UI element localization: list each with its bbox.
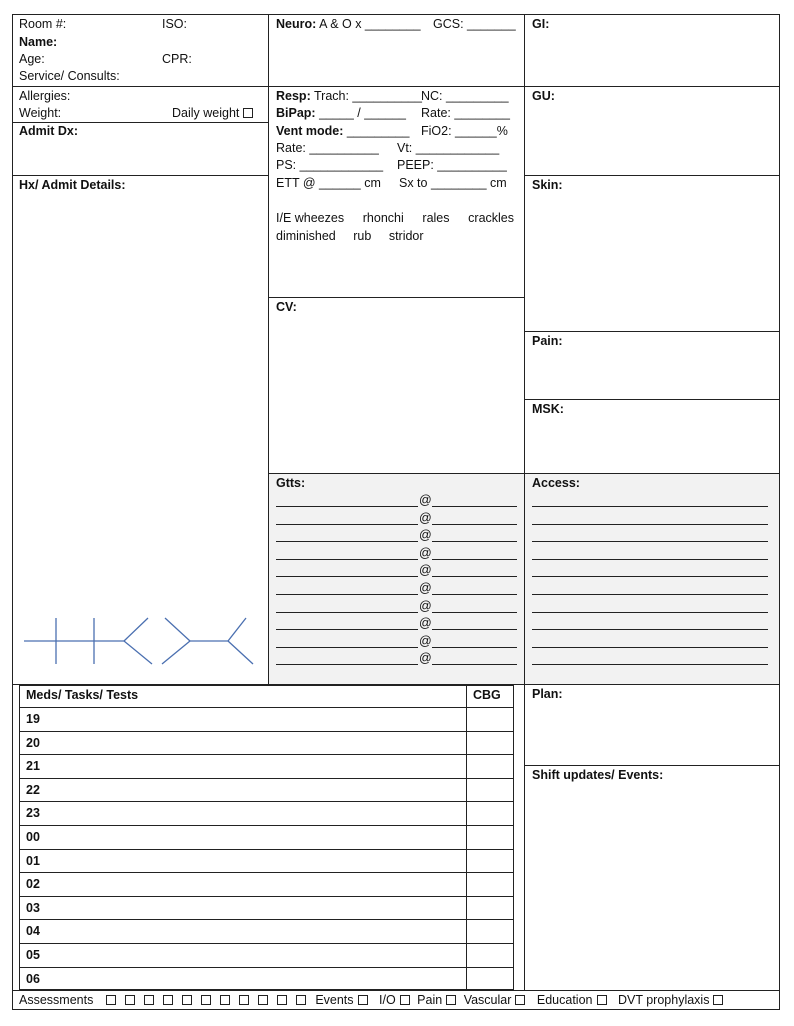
access-line[interactable]	[532, 506, 768, 507]
cpr-label: CPR:	[162, 52, 192, 66]
room-label: Room #:	[19, 17, 67, 31]
events-label: Events	[315, 993, 354, 1007]
pain-label: Pain:	[532, 334, 563, 348]
gu-label: GU:	[532, 89, 555, 103]
gtts-at-sign: @	[419, 598, 432, 613]
gtts-at-sign: @	[419, 563, 432, 578]
vascular-label: Vascular	[463, 993, 512, 1007]
sound-rub[interactable]: rub	[353, 229, 372, 243]
gtts-rate-line[interactable]	[432, 594, 517, 595]
meds-row[interactable]	[20, 801, 514, 824]
fio2-field[interactable]: FiO2: ______%	[421, 124, 508, 138]
gcs-field[interactable]: GCS: _______	[433, 17, 516, 31]
gtts-drug-line[interactable]	[276, 541, 418, 542]
gtts-rate-line[interactable]	[432, 506, 517, 507]
sound-crackles[interactable]: crackles	[468, 211, 514, 225]
hline-right-6	[524, 765, 780, 766]
events-checkbox[interactable]	[358, 995, 368, 1005]
msk-label: MSK:	[532, 402, 564, 416]
assessment-checkboxes	[97, 993, 306, 1007]
lab-fishbone-diagram	[20, 612, 260, 670]
vent-mode-label: Vent mode:	[276, 124, 344, 138]
io-label: I/O	[379, 993, 396, 1007]
trach-field[interactable]: Trach: __________	[313, 89, 422, 103]
gtts-rate-line[interactable]	[432, 612, 517, 613]
assessment-checkbox[interactable]	[182, 995, 192, 1005]
gtts-drug-line[interactable]	[276, 629, 418, 630]
plan-label: Plan:	[532, 687, 563, 701]
access-line[interactable]	[532, 647, 768, 648]
dvt-checkbox[interactable]	[713, 995, 723, 1005]
gtts-label: Gtts:	[276, 476, 306, 490]
sound-rhonchi[interactable]: rhonchi	[362, 211, 404, 225]
gtts-rate-line[interactable]	[432, 559, 517, 560]
gtts-drug-line[interactable]	[276, 647, 418, 648]
daily-weight[interactable]	[172, 106, 253, 121]
gtts-drug-line[interactable]	[276, 576, 418, 577]
gtts-drug-line[interactable]	[276, 664, 418, 665]
sound-wheezes[interactable]: I/E wheezes	[276, 211, 345, 225]
meds-hour-label: 19	[26, 712, 40, 726]
assessment-checkbox[interactable]	[220, 995, 230, 1005]
vt-field[interactable]: Vt: ____________	[397, 141, 500, 155]
meds-hour-label: 01	[26, 853, 40, 868]
ps-field[interactable]: PS: ____________	[276, 158, 384, 172]
gtts-rate-line[interactable]	[432, 629, 517, 630]
ett-field[interactable]: ETT @ ______ cm	[276, 176, 381, 190]
meds-hour-label: 22	[26, 782, 40, 797]
hline-left-3	[12, 175, 268, 176]
gtts-rate-line[interactable]	[432, 541, 517, 542]
gtts-at-sign: @	[419, 510, 432, 525]
iso-label: ISO:	[162, 17, 188, 31]
cbg-header: CBG	[473, 688, 501, 702]
breath-sounds-line-1	[276, 211, 514, 226]
access-label: Access:	[532, 476, 580, 490]
gi-label: GI:	[532, 17, 550, 31]
col-divider-1	[268, 14, 269, 685]
hline-mid-2	[268, 297, 524, 298]
admit-dx-label: Admit Dx:	[19, 124, 79, 138]
service-label: Service/ Consults:	[19, 69, 120, 83]
meds-row[interactable]	[20, 731, 514, 754]
assessment-checkbox[interactable]	[144, 995, 154, 1005]
sx-field[interactable]: Sx to ________ cm	[399, 176, 507, 190]
assessment-checkbox[interactable]	[125, 995, 135, 1005]
vascular-checkbox[interactable]	[515, 995, 525, 1005]
access-line[interactable]	[532, 629, 768, 630]
pain-footer-label: Pain	[417, 993, 443, 1007]
sound-rales[interactable]: rales	[422, 211, 450, 225]
assessment-checkbox[interactable]	[106, 995, 116, 1005]
meds-row[interactable]	[20, 825, 514, 848]
sound-diminished[interactable]: diminished	[276, 229, 336, 243]
io-checkbox[interactable]	[400, 995, 410, 1005]
neuro-line	[276, 17, 421, 32]
hline-right-1	[524, 86, 780, 87]
hline-footer-top	[12, 990, 780, 991]
sound-stridor[interactable]: stridor	[388, 229, 424, 243]
bipap-line	[276, 106, 406, 121]
meds-hour-label: 20	[26, 735, 40, 750]
vent-rate-field[interactable]: Rate: __________	[276, 141, 379, 155]
meds-hour-label: 21	[26, 759, 40, 774]
allergies-label: Allergies:	[19, 89, 71, 103]
meds-hour-label: 04	[26, 924, 40, 939]
pain-checkbox[interactable]	[446, 995, 456, 1005]
gtts-drug-line[interactable]	[276, 559, 418, 560]
access-line[interactable]	[532, 664, 768, 665]
gtts-rate-line[interactable]	[432, 647, 517, 648]
hline-right-3	[524, 331, 780, 332]
assessment-checkbox[interactable]	[239, 995, 249, 1005]
weight-label: Weight:	[19, 106, 62, 120]
meds-row[interactable]	[20, 896, 514, 919]
assessment-checkbox[interactable]	[258, 995, 268, 1005]
meds-hour-label: 02	[26, 877, 40, 892]
gtts-at-sign: @	[419, 528, 432, 543]
access-line[interactable]	[532, 576, 768, 577]
hline-left-2	[12, 122, 268, 123]
skin-label: Skin:	[532, 178, 563, 192]
assessments-label: Assessments	[19, 993, 94, 1007]
meds-row[interactable]	[20, 943, 514, 966]
meds-hour-label: 03	[26, 900, 40, 915]
nc-field[interactable]: NC: _________	[421, 89, 509, 103]
resp-line	[276, 89, 422, 104]
neuro-label: Neuro:	[276, 17, 317, 31]
access-line[interactable]	[532, 612, 768, 613]
hx-label: Hx/ Admit Details:	[19, 178, 126, 192]
vent-line	[276, 124, 409, 139]
hline-mid-1	[268, 86, 524, 87]
hline-left-1	[12, 86, 268, 87]
meds-row[interactable]	[20, 849, 514, 872]
access-line[interactable]	[532, 559, 768, 560]
shift-updates-label: Shift updates/ Events:	[532, 768, 664, 782]
hline-right-4	[524, 399, 780, 400]
bipap-rate-field[interactable]: Rate: ________	[421, 106, 510, 120]
access-line[interactable]	[532, 524, 768, 525]
daily-weight-label: Daily weight	[172, 106, 240, 120]
meds-hour-label: 23	[26, 806, 40, 821]
gtts-drug-line[interactable]	[276, 594, 418, 595]
hline-right-2	[524, 175, 780, 176]
neuro-ao[interactable]: A & O x ________	[319, 17, 421, 31]
education-label: Education	[536, 993, 593, 1007]
daily-weight-checkbox[interactable]	[243, 108, 253, 118]
gtts-drug-line[interactable]	[276, 524, 418, 525]
hline-right-5	[524, 473, 780, 474]
meds-hour-label: 06	[26, 971, 40, 986]
gtts-rate-line[interactable]	[432, 576, 517, 577]
assessment-checkbox[interactable]	[163, 995, 173, 1005]
access-line[interactable]	[532, 594, 768, 595]
meds-hour-label: 00	[26, 830, 40, 844]
gtts-at-sign: @	[419, 633, 432, 648]
meds-row[interactable]	[20, 707, 514, 730]
bipap-field[interactable]: _____ / ______	[319, 106, 406, 120]
meds-row[interactable]	[20, 778, 514, 801]
dvt-label: DVT prophylaxis	[617, 993, 710, 1007]
gtts-at-sign: @	[419, 493, 432, 507]
gtts-at-sign: @	[419, 616, 432, 631]
gtts-rate-line[interactable]	[432, 664, 517, 665]
access-line[interactable]	[532, 541, 768, 542]
meds-header: Meds/ Tasks/ Tests	[26, 688, 139, 702]
vent-mode-field[interactable]: _________	[346, 124, 410, 138]
gtts-at-sign: @	[419, 545, 432, 560]
assessment-checkbox[interactable]	[296, 995, 306, 1005]
name-label: Name:	[19, 35, 58, 49]
gtts-drug-line[interactable]	[276, 506, 418, 507]
resp-label: Resp:	[276, 89, 311, 103]
gtts-at-sign: @	[419, 581, 432, 595]
assessment-checkbox[interactable]	[201, 995, 211, 1005]
col-divider-2	[524, 14, 525, 991]
bipap-label: BiPap:	[276, 106, 316, 120]
meds-row[interactable]	[20, 919, 514, 942]
meds-hour-label: 05	[26, 948, 40, 962]
cv-label: CV:	[276, 300, 297, 314]
education-checkbox[interactable]	[597, 995, 607, 1005]
meds-row[interactable]	[20, 967, 514, 990]
footer-assessments	[19, 993, 723, 1007]
assessment-checkbox[interactable]	[277, 995, 287, 1005]
gtts-rate-line[interactable]	[432, 524, 517, 525]
age-label: Age:	[19, 52, 45, 66]
gtts-at-sign: @	[419, 651, 432, 666]
meds-row[interactable]	[20, 754, 514, 777]
peep-field[interactable]: PEEP: __________	[397, 158, 507, 172]
breath-sounds-line-2	[276, 229, 424, 244]
meds-row[interactable]	[20, 872, 514, 895]
gtts-drug-line[interactable]	[276, 612, 418, 613]
hline-mid-3	[268, 473, 524, 474]
